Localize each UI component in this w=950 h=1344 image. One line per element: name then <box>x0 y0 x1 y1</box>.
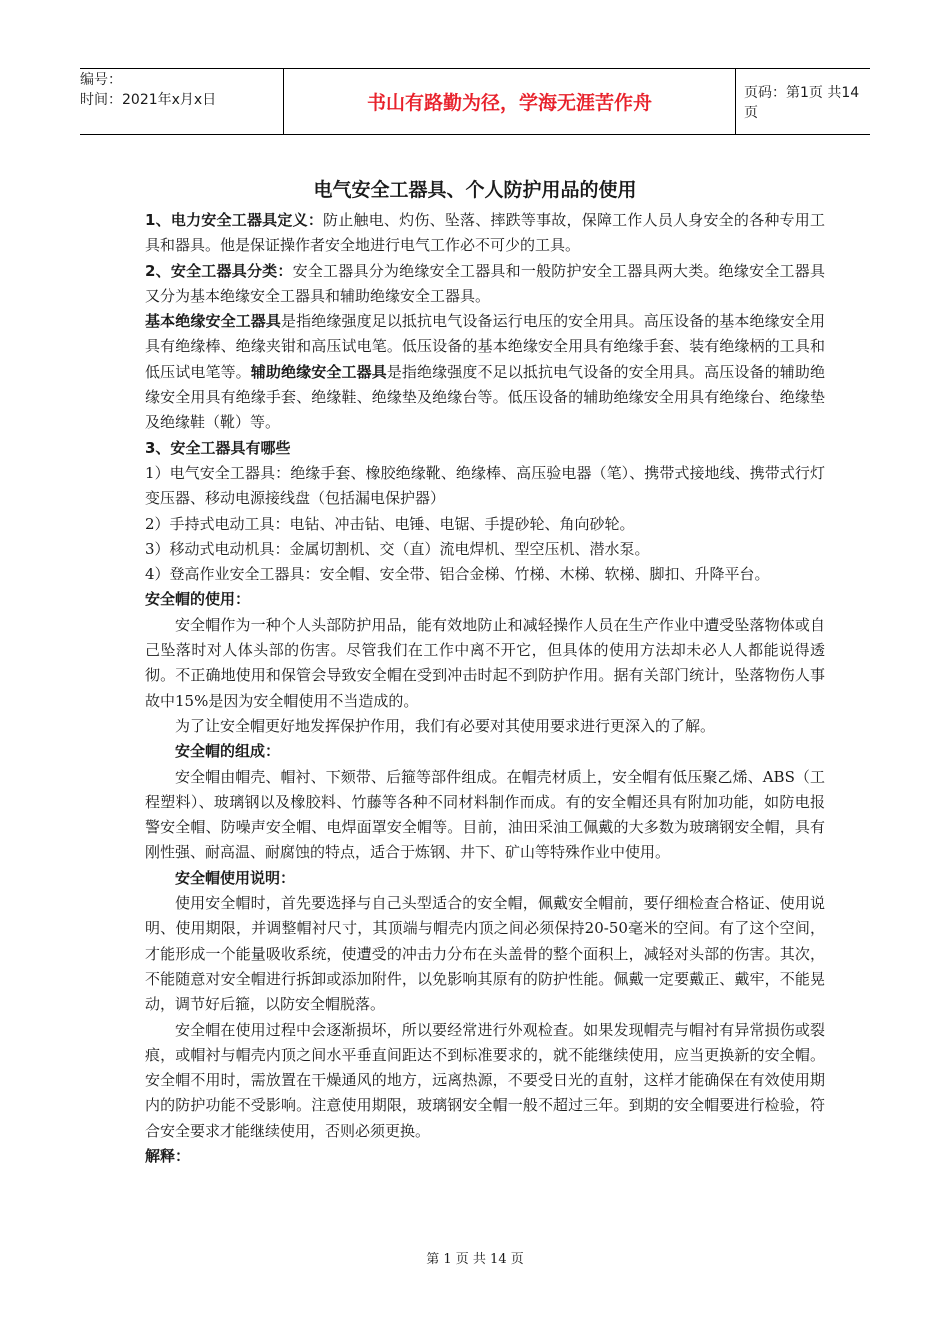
paragraph-classification <box>145 259 825 310</box>
header-page-info: 页码：第1页 共14页 <box>744 84 860 121</box>
paragraph-text: 是指绝缘强度不足以抵抗电气设备的安全用具。高压设备的辅助绝缘安全用具有绝缘手套、绝缘鞋、绝缘垫及绝缘台等。低压设备的辅助绝缘安全用具有绝缘台、绝缘垫及绝缘鞋（靴）等。 <box>145 362 825 432</box>
section-heading: 1、电力安全工器具定义： <box>145 211 324 229</box>
list-item: 3）移动式电动机具：金属切割机、交（直）流电焊机、型空压机、潜水泵。 <box>145 539 650 558</box>
subsection-heading <box>145 739 825 764</box>
paragraph-text: 安全帽由帽壳、帽衬、下颏带、后箍等部件组成。在帽壳材质上，安全帽有低压聚乙烯、ABS（工程塑料）、玻璃钢以及橡胶料、竹藤等各种不同材料制作而成。有的安全帽还具有附加功能，如防电报警安全帽、防噪声安全帽、电焊面罩安全帽等。目前，油田采油工佩戴的大多数为玻璃钢安全帽，具有刚性强、耐高温、耐腐蚀的特点，适合于炼钢、井下、矿山等特殊作业中使用。 <box>145 767 825 862</box>
paragraph-text: 安全帽作为一种个人头部防护用品，能有效地防止和减轻操作人员在生产作业中遭受坠落物体或自己坠落时对人体头部的伤害。尽管我们在工作中离不开它，但具体的使用方法却未必人人都能说得透彻。不正确地使用和保管会导致安全帽在受到冲击时起不到防护作用。据有关部门统计，坠落物伤人事故中15%是因为安全帽使用不当造成的。 <box>145 615 825 710</box>
paragraph-definition <box>145 208 825 259</box>
document-body <box>145 208 825 1169</box>
list-item: 1）电气安全工器具：绝缘手套、橡胶绝缘靴、绝缘棒、高压验电器（笔）、携带式接地线、携带式行灯变压器、移动电源接线盘（包括漏电保护器） <box>145 463 825 508</box>
list-item: 2）手持式电动工具：电钻、冲击钻、电锤、电锯、手提砂轮、角向砂轮。 <box>145 514 635 533</box>
section-heading-text: 安全帽的使用： <box>145 590 251 609</box>
term-heading: 基本绝缘安全工器具 <box>145 312 282 331</box>
paragraph-text: 安全工器具分为绝缘安全工器具和一般防护安全工器具两大类。绝缘安全工器具又分为基本绝缘安全工器具和辅助绝缘安全工器具。 <box>145 261 825 305</box>
section-heading: 2、安全工器具分类： <box>145 261 293 280</box>
header-meta <box>80 69 283 135</box>
section-heading <box>145 587 825 612</box>
list-item: 4）登高作业安全工器具：安全帽、安全带、铝合金梯、竹梯、木梯、软梯、脚扣、升降平台。 <box>145 565 770 584</box>
header-motto: 书山有路勤为径，学海无涯苦作舟 <box>283 69 736 134</box>
section-heading <box>145 1144 825 1169</box>
subsection-heading-text: 安全帽使用说明： <box>175 868 296 887</box>
document-date: 时间：2021年x月x日 <box>80 92 217 108</box>
section-heading-text: 解释： <box>145 1146 191 1165</box>
paragraph-text: 安全帽在使用过程中会逐渐损坏，所以要经常进行外观检查。如果发现帽壳与帽衬有异常损伤或裂痕，或帽衬与帽壳内顶之间水平垂直间距达不到标准要求的，就不能继续使用，应当更换新的安全帽。安全帽不用时，需放置在干燥通风的地方，远离热源，不要受日光的直射，这样才能确保在有效使用期内的防护功能不受影响。注意使用期限，玻璃钢安全帽一般不超过三年。到期的安全帽要进行检验，符合安全要求才能继续使用，否则必须更换。 <box>145 1020 825 1140</box>
paragraph-text: 为了让安全帽更好地发挥保护作用，我们有必要对其使用要求进行更深入的了解。 <box>175 716 716 735</box>
subsection-heading-text: 安全帽的组成： <box>175 742 281 761</box>
term-heading: 辅助绝缘安全工器具 <box>250 362 387 381</box>
subsection-heading <box>145 866 825 891</box>
paragraph-text: 是指绝缘强度足以抵抗电气设备运行电压的安全用具。高压设备的基本绝缘安全用具有绝缘棒、绝缘夹钳和高压试电笔。低压设备的基本绝缘安全用具有绝缘手套、装有绝缘柄的工具和低压试电笔等。 <box>145 312 825 381</box>
paragraph-insulation-types <box>145 309 825 435</box>
page-footer: 第 1 页 共 14 页 <box>426 1252 524 1267</box>
page-header <box>80 68 870 135</box>
section-heading-text: 3、安全工器具有哪些 <box>145 438 291 457</box>
section-heading <box>145 436 825 461</box>
document-title: 电气安全工器具、个人防护用品的使用 <box>313 179 637 201</box>
paragraph-text: 防止触电、灼伤、坠落、摔跌等事故，保障工作人员人身安全的各种专用工具和器具。他是保证操作者安全地进行电气工作必不可少的工具。 <box>145 211 825 255</box>
paragraph-text: 使用安全帽时，首先要选择与自己头型适合的安全帽，佩戴安全帽前，要仔细检查合格证、使用说明、使用期限，并调整帽衬尺寸，其顶端与帽壳内顶之间必须保持20-50毫米的空间。有了这个空间，才能形成一个能量吸收系统，使遭受的冲击力分布在头盖骨的整个面积上，减轻对头部的伤害。其次，不能随意对安全帽进行拆卸或添加附件，以免影响其原有的防护性能。佩戴一定要戴正、戴牢，不能晃动，调节好后箍，以防安全帽脱落。 <box>145 894 825 1014</box>
document-number: 编号： <box>80 72 122 88</box>
